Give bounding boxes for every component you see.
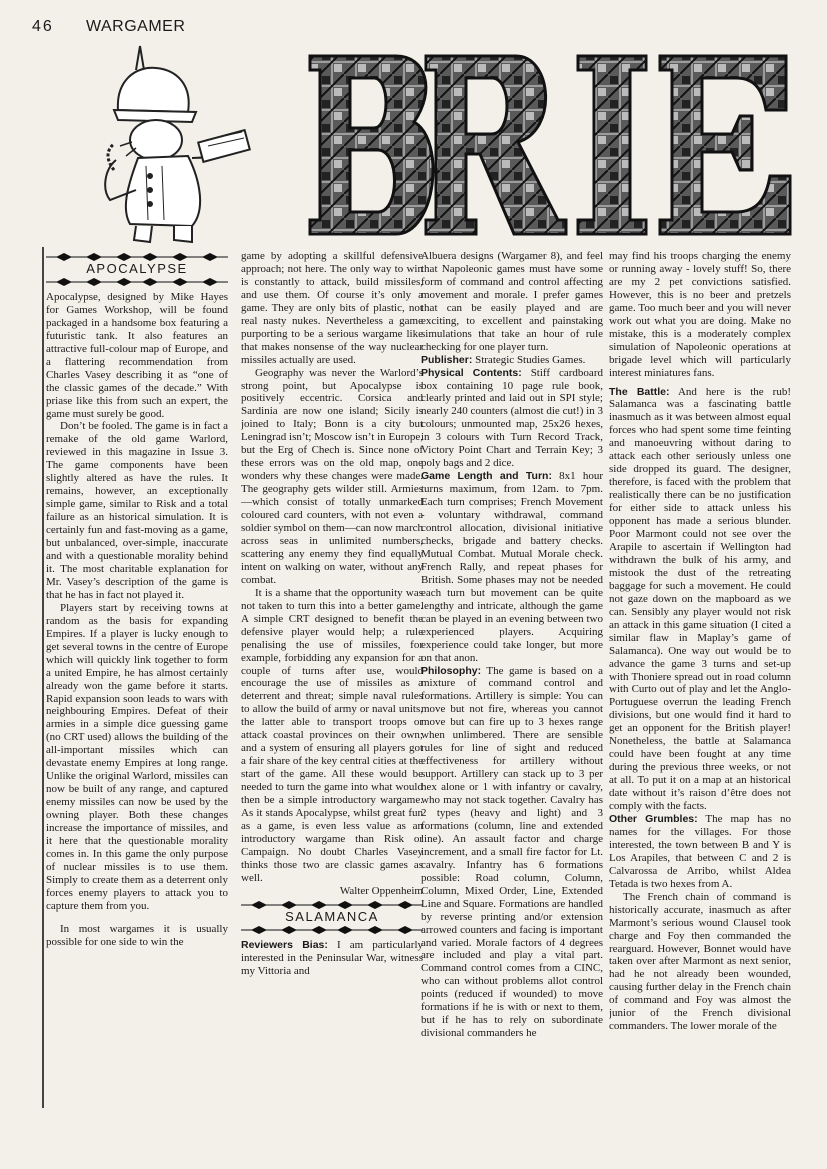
section-title-salamanca: SALAMANCA	[285, 908, 379, 924]
column-2	[241, 250, 423, 1110]
column-1	[46, 250, 228, 1110]
section-header-apocalypse	[46, 252, 228, 287]
section-header-salamanca	[241, 900, 423, 935]
run-in-heading: Game Length and Turn:	[421, 470, 552, 483]
paragraph: Philosophy: The game is based on a mixture of command control and formations. Artillery is simple: You can move but not fire, whereas you cannot move but can fire up to 3 hexes range when unlimbered. There are sensible rules for line of sight and reduced effectiveness for artillery without support. Artillery can stack up to 3 per hex alone or 1 with infantry or cavalry, who may not stack together. Cavalry has 2 types (heavy and light) and 3 formations (column, line and extended line). An assault factor and charge increment, and a small fire factor for Lt. cavalry. Infantry has 6 formations possible: Road column, Column, Column, Mixed Order, Line, Extended Line and Square. Formations are handled by reverse printing and/or extension arrowed counters and facing is important and varied. Morale factors of 4 degrees are included and play a vital part. Command control comes from a CINC, who can without problems allot control points (reduced if wounded) to move formations if he is with or next to them, but if he has to rely on subordinate divisional commanders he	[421, 664, 603, 1040]
section-title-apocalypse: APOCALYPSE	[86, 261, 188, 276]
paragraph: Apocalypse, designed by Mike Hayes for Games Workshop, will be found packaged in a handsome box featuring a futuristic tank. It also features an attractive full-colour map of Europe, and a flattering recommendation from Charles Vasey describing it as “one of the classic games of the decade.” With priase like this from such an expert, the game must surely be good.	[46, 290, 228, 420]
paragraph: The Battle: And here is the rub! Salamanca was a fascinating battle inasmuch as it was between almost equal forces who had spent some time feinting and manoeuvring without daring to attack each other seriously unless one side dropped its guard. The designer, therefore, is faced with the problem that realistically there can be no justification for either side to attack unless his opponent has made a serious blunder. Poor Marmont could not see over the Arapile to ascertain if Wellington had withdrawn the bulk of his army, and mistook the dust of the retreating baggage for such a movement. He could not gaze down on the mapboard as we can. Sensibly any player would not risk an attack in this game situation (I cited a similar flaw in Maplay’s game of Salamanca). One way out would be to advance the game 3 turns and set-up with Thoniere spread out in road column with Curto out of play and let the Anglo-Portuguese overrun the leading French divisions, but one would find it hard to get an opponent for the British player! Nonetheless, the battle at Salamanca could have been fought at any time during the previous three weeks, or not at all. To put it on a map at an historical date without it’s raison d’être does not comply with the facts.	[609, 385, 791, 813]
soldier-cartoon-illustration	[96, 40, 276, 250]
banner-letter-b	[310, 56, 433, 234]
column-3	[421, 250, 603, 1110]
article-columns	[46, 250, 791, 1110]
ornament-rule-bottom	[241, 925, 423, 935]
paragraph: game by adopting a skillful defensive approach; not here. The only way to win is constantly to attack, build missiles, and use them. Of course it’s only a game. They are only bits of plastic, not real nasty nukes. Nevertheless a game purporting to be a serious wargame like that makes nonsense of the way nuclear missiles actually are used.	[241, 250, 423, 366]
banner-letter-r	[426, 56, 566, 234]
ornament-rule-bottom	[46, 277, 228, 287]
author-byline: Walter Oppenheim	[339, 884, 423, 897]
paragraph: Game Length and Turn: 8x1 hour turns maximum, from 12am. to 7pm. Each turn comprises; French Movement - voluntary withdrawal, command control allocation, divisional initiative checks, brigade and battery checks. Mutual Combat. Mutual Morale check. French Rally, and repeat phases for British. Some phases may not be needed each turn but movement can be quite lengthy and intricate, although the game can be played in an evening between two experienced players. Acquiring experience could take longer, but more on that anon.	[421, 470, 603, 664]
page-number: 46	[32, 18, 54, 35]
paragraph: Reviewers Bias: I am particularly interested in the Peninsular War, witness my Vittoria and	[241, 938, 423, 977]
paragraph: It is a shame that the opportunity was not taken to turn this into a better game. A simple CRT designed to benefit the defensive player would help; a rule penalising the use of missiles, for example, forbidding any expansion for a couple of turns after use, would encourage the use of missiles as a deterrent and threat; simple naval rules to allow the build of army or naval units, the latter able to transport troops or attack coastal provinces on their own; and a system of ensuring all players got a fair share of the key central cities at the start of the game. All these would be needed to turn the game into what would then be a simple introductory wargame. As it stands Apocalypse, whilst great fun as a game, is even less value as an introductory wargame than Risk or Campaign. No doubt Charles Vasey thinks those two are classic games as well.	[241, 586, 423, 884]
paragraph: The French chain of command is historically accurate, inasmuch as after Marmont’s serious wound Clausel took charge and Foy then commanded the rearguard. However, Bonnet would have taken over after Marmont as next senior, had he not already been wounded, causing further delay in the French chain of command and Foy was almost the junior of the French divisional commanders. The lower morale of the	[609, 890, 791, 1033]
paragraph: Don’t be fooled. The game is in fact a remake of the old game Warlord, reviewed in this magazine in Issue 3. The game components have been slightly altered as have the rules. It remains, however, an exceptionally simple game, similar to Risk and a total failure as an historical simulation. It is certainly fun and fast-moving as a game, but unbalanced, over-simple, inaccurate and with a questionable morality behind it. The most charitable explanation for Mr. Vasey’s description of the game is that he has in fact not played it.	[46, 420, 228, 601]
paragraph: Other Grumbles: The map has no names for the villages. For those interested, the town between B and Y is Los Arapiles, that between C and 2 is Calvarossa de Arribo, whilst Aldea Tetada is two hexes from A.	[609, 812, 791, 890]
paragraph: Albuera designs (Wargamer 8), and feel that Napoleonic games must have some form of command and control affecting movement and morale. I prefer games that can be easily played and are exciting, to excellent and painstaking simulations that take an hour of rule checking for one player turn.	[421, 250, 603, 353]
paragraph: may find his troops charging the enemy or running away - lovely stuff! So, there are my 2 pet convictions satisfied. However, this is no beer and pretzels game. Too much beer and you will never work out what you are doing. Make no mistake, this is a moderately complex simulation of Napoleonic operations at brigade level which will particularly interest miniatures fans.	[609, 250, 791, 379]
paragraph: Physical Contents: Stiff cardboard box containing 10 page rule book, clearly printed and laid out in SPI style; nearly 240 counters (almost die cut!) in 3 colours; unmounted map, 25x26 hexes, in 3 colours with Turn Record Track, Victory Point Chart and Terrain Key; 3 poly bags and 2 dice.	[421, 366, 603, 470]
paragraph: Players start by receiving towns at random as the basis for expanding Empires. If a player is lucky enough to get several towns in the centre of Europe which will quickly link together to form a united Empire, he has almost certainly already won the game before it starts. Rapid expansion soon leads to wars with neighbouring Empires. Defeat of their armies in a simple dice guessing game (no CRT used) allows the building of the all-important missiles which can devastate enemy Empires at long range. Unlike the original Warlord, missiles can now be built of any range, and captured enemy missiles can now be used by the owning player. Both these changes increase the importance of missiles, and it here that the questionable morality comes in. In this game the only purpose of nuclear missiles is to use them. Simply to create them as a deterrent only forces enemy players to attack you to capture them from you.	[46, 601, 228, 912]
run-in-heading: Reviewers Bias:	[241, 938, 328, 951]
paragraph: Geography was never the Warlord’s strong point, but Apocalypse is positively eccentric. Corsica and Sardinia are now one island; Sicily is joined to Italy; Bonn is a city but Leningrad isn’t; Moscow isn’t in Europe, but the Erg of Chech is. Since none of these errors was on the old map, one wonders why these changes were made. The geography gets wilder still. Armies—which consist of totally unmarked coloured card counters, with not even a soldier symbol on them—can now march across seas in unlimited numbers, scattering any enemy they find equally intent on walking on water, without any combat.	[241, 366, 423, 586]
left-margin-rule	[42, 247, 44, 1108]
run-in-heading: The Battle:	[609, 385, 670, 398]
banner-letter-i	[578, 56, 646, 234]
banner-letter-e	[660, 56, 790, 234]
run-in-heading: Physical Contents:	[421, 366, 522, 379]
title-banner	[296, 50, 796, 240]
run-in-heading: Other Grumbles:	[609, 812, 698, 825]
run-in-heading: Publisher:	[421, 353, 473, 366]
paragraph: In most wargames it is usually possible for one side to win the	[46, 922, 228, 948]
paragraph: Publisher: Strategic Studies Games.	[421, 353, 586, 366]
run-in-heading: Philosophy:	[421, 664, 482, 677]
column-4	[609, 250, 791, 1110]
magazine-name: WARGAMER	[86, 18, 186, 35]
